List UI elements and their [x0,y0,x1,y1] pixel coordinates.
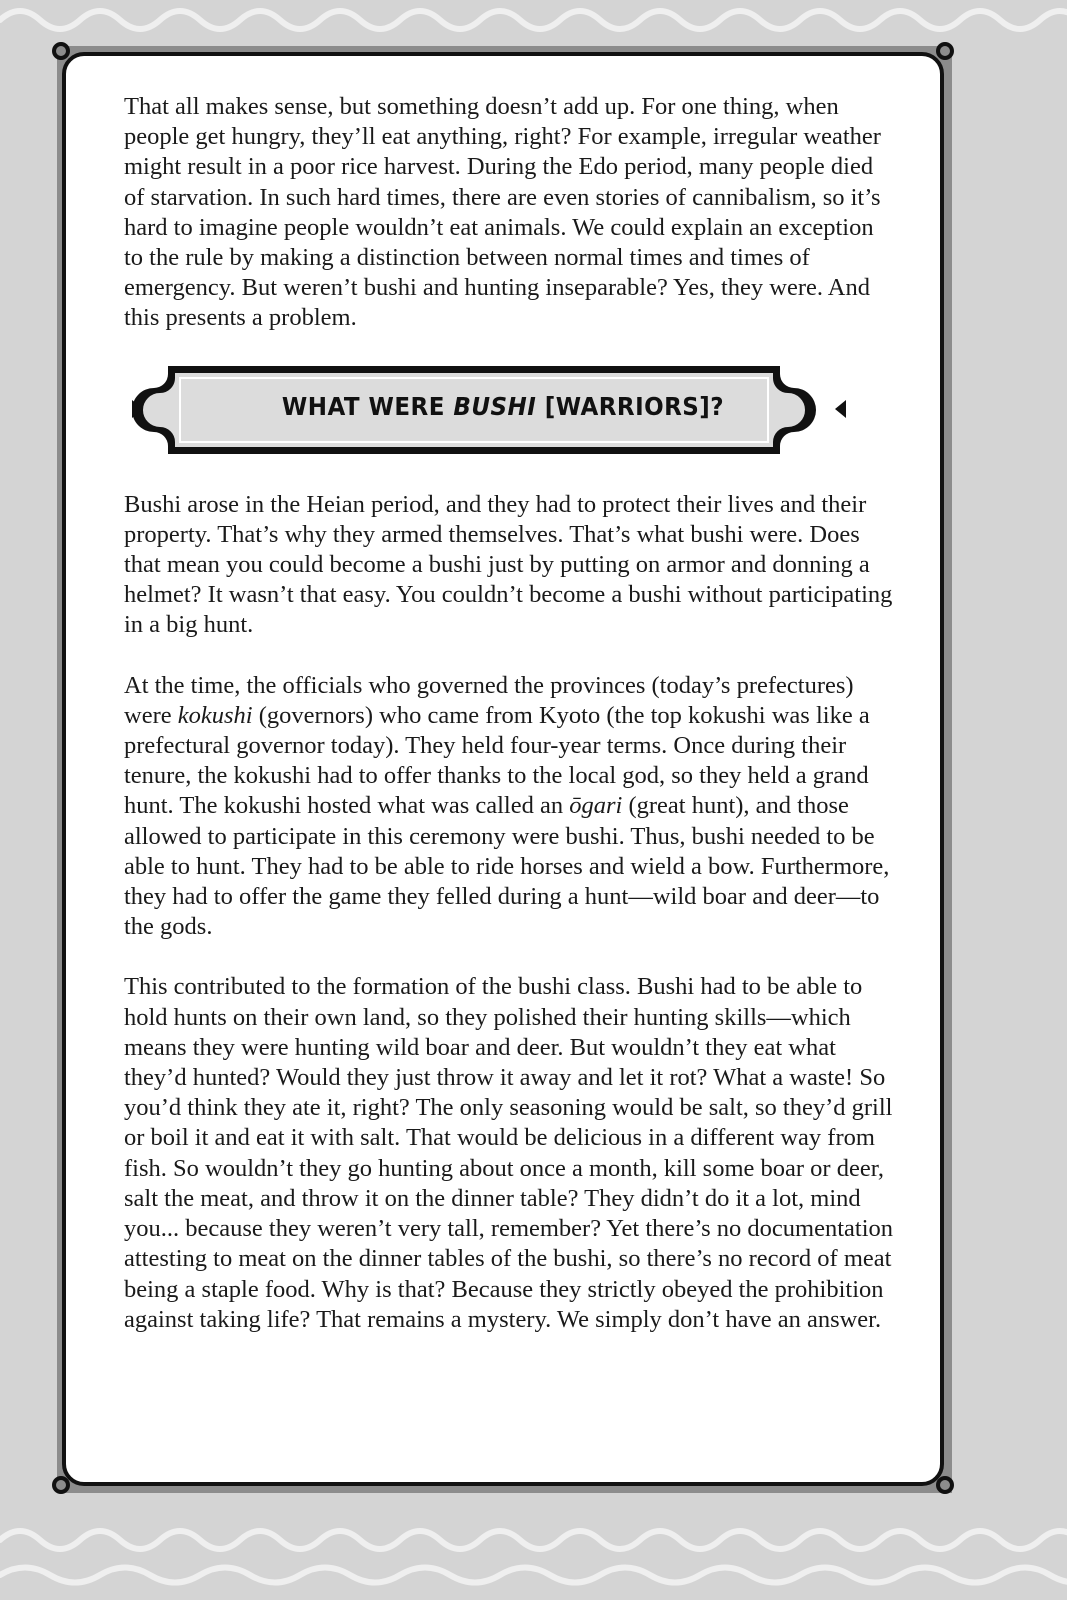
frame-corner-ornament [936,42,954,60]
intro-paragraph: That all makes sense, but something doesn’t add up. For one thing, when people get hungry, they’ll eat anything, right? For example, irregular weather might result in a poor rice harvest. During the Edo period, many people died of starvation. In such hard times, there are even stories of cannibalism, so it’s hard to imagine people wouldn’t eat animals. We could explain an exception to the rule by making a distinction between normal times and times of emergency. But weren’t bushi and hunting inseparable? Yes, they were. And this presents a problem. [124,93,881,332]
triangle-right-icon [132,400,143,418]
article-body [124,92,894,1335]
term-kokushi: kokushi [177,701,253,729]
frame-corner-ornament [936,1476,954,1494]
term-ogari: ōgari [569,792,623,820]
frame-corner-ornament [52,1476,70,1494]
section-heading: WHAT WERE BUSHI [WARRIORS]? [281,391,725,421]
section-heading-box [168,362,838,458]
frame-corner-ornament [52,42,70,60]
paragraph-bushi-class: This contributed to the formation of the bushi class. Bushi had to be able to hold hunts on their own land, so they polished their hunting skills—which means they were hunting wild boar and deer. But wouldn’t they eat what they’d hunted? Would they just throw it away and let it rot? What a waste! So you’d think they ate it, right? The only seasoning would be salt, so they’d grill or boil it and eat it with salt. That would be delicious in a different way from fish. So wouldn’t they go hunting about once a month, kill some boar or deer, salt the meat, and throw it on the dinner table? They didn’t do it a lot, mind you... because they weren’t very tall, remember? Yet there’s no documentation attesting to meat on the dinner tables of the bushi, so there’s no record of meat being a staple food. Why is that? Because they strictly obeyed the prohibition against taking life? That remains a mystery. We simply don’t have an answer. [124,973,894,1333]
triangle-left-icon [835,400,846,418]
paragraph-kokushi: At the time, the officials who governed the provinces (today’s prefectures) were kokushi (governors) who came from Kyoto (the top kokushi was like a prefectural governor today). They held four-year terms. Once during their tenure, the kokushi had to offer thanks to the local god, so they held a grand hunt. The kokushi hosted what was called an ōgari (great hunt), and those allowed to participate in this ceremony were bushi. Thus, bushi needed to be able to hunt. They had to be able to ride horses and wield a bow. Furthermore, they had to offer the game they felled during a hunt—wild boar and deer—to the gods. [124,671,890,941]
paragraph-bushi-origin: Bushi arose in the Heian period, and they had to protect their lives and their property. That’s why they armed themselves. That’s what bushi were. Does that mean you could become a bushi just by putting on armor and donning a helmet? It wasn’t that easy. You couldn’t become a bushi without participating in a big hunt. [124,490,893,639]
